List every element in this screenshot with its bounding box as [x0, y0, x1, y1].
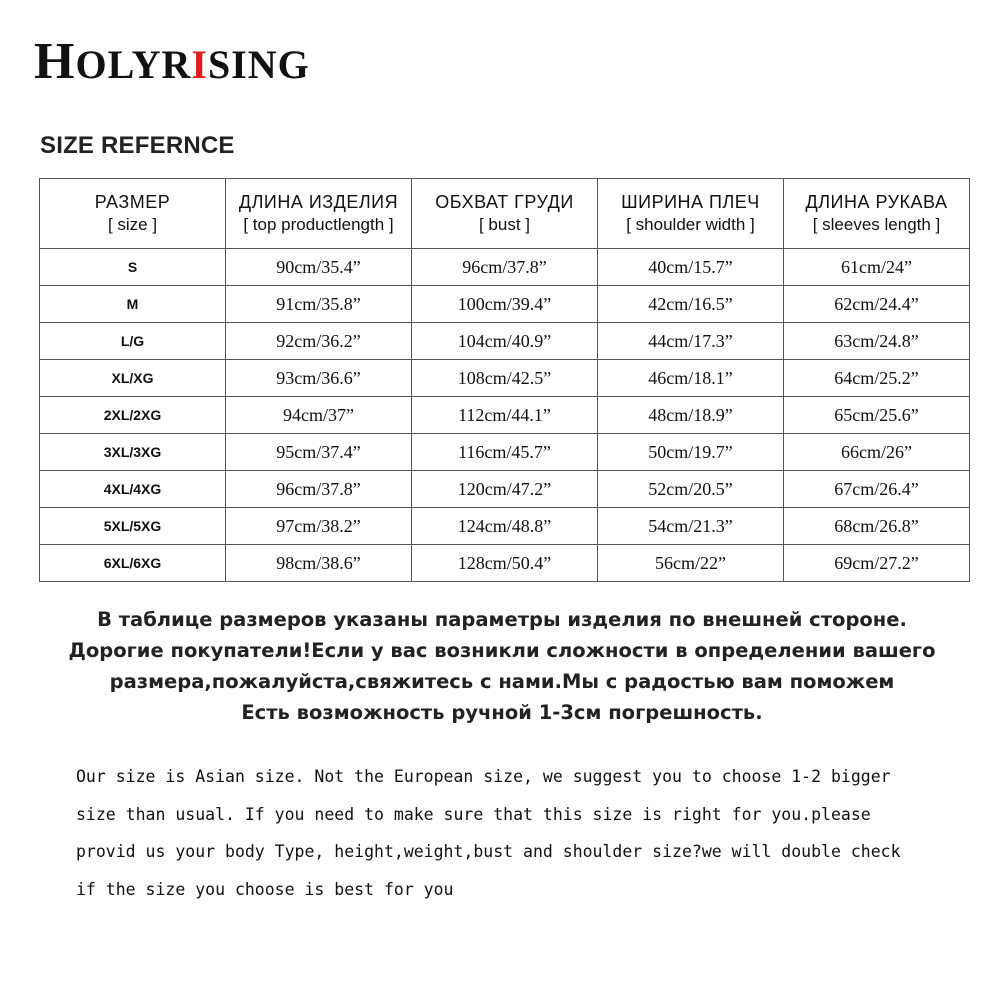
- logo-letter-i-red: I: [191, 42, 208, 87]
- header-sleeve-ru: ДЛИНА РУКАВА: [805, 192, 948, 212]
- table-row: [40, 545, 970, 582]
- bust-cell: 100cm/39.4”: [412, 286, 598, 323]
- russian-notes: [20, 604, 984, 728]
- table-row: [40, 323, 970, 360]
- length-cell: 91cm/35.8”: [226, 286, 412, 323]
- header-shoulder-en: [ shoulder width ]: [626, 215, 755, 234]
- length-cell: 95cm/37.4”: [226, 434, 412, 471]
- size-cell: 4XL/4XG: [40, 471, 226, 508]
- shoulder-cell: 44cm/17.3”: [598, 323, 784, 360]
- header-size: [40, 179, 226, 249]
- size-cell: S: [40, 249, 226, 286]
- english-note: [76, 758, 976, 908]
- bust-cell: 124cm/48.8”: [412, 508, 598, 545]
- shoulder-cell: 40cm/15.7”: [598, 249, 784, 286]
- size-table: [39, 178, 970, 582]
- table-row: [40, 249, 970, 286]
- table-header-row: [40, 179, 970, 249]
- bust-cell: 108cm/42.5”: [412, 360, 598, 397]
- en-note-line: Our size is Asian size. Not the European size, we suggest you to choose 1-2 bigger: [76, 767, 891, 786]
- bust-cell: 112cm/44.1”: [412, 397, 598, 434]
- bust-cell: 104cm/40.9”: [412, 323, 598, 360]
- sleeve-cell: 65cm/25.6”: [784, 397, 970, 434]
- header-sleeve-en: [ sleeves length ]: [812, 215, 941, 234]
- shoulder-cell: 48cm/18.9”: [598, 397, 784, 434]
- shoulder-cell: 46cm/18.1”: [598, 360, 784, 397]
- sleeve-cell: 61cm/24”: [784, 249, 970, 286]
- header-shoulder-ru: ШИРИНА ПЛЕЧ: [621, 192, 760, 212]
- length-cell: 90cm/35.4”: [226, 249, 412, 286]
- size-cell: M: [40, 286, 226, 323]
- length-cell: 97cm/38.2”: [226, 508, 412, 545]
- header-length-ru: ДЛИНА ИЗДЕЛИЯ: [238, 192, 399, 212]
- table-row: [40, 434, 970, 471]
- shoulder-cell: 50cm/19.7”: [598, 434, 784, 471]
- bust-cell: 96cm/37.8”: [412, 249, 598, 286]
- table-row: [40, 471, 970, 508]
- size-cell: 3XL/3XG: [40, 434, 226, 471]
- shoulder-cell: 42cm/16.5”: [598, 286, 784, 323]
- length-cell: 93cm/36.6”: [226, 360, 412, 397]
- brand-logo: [34, 34, 310, 90]
- size-cell: 6XL/6XG: [40, 545, 226, 582]
- sleeve-cell: 62cm/24.4”: [784, 286, 970, 323]
- ru-note-line: Есть возможность ручной 1-3см погрешность.: [241, 701, 763, 724]
- shoulder-cell: 52cm/20.5”: [598, 471, 784, 508]
- table-row: [40, 286, 970, 323]
- header-bust-en: [ bust ]: [478, 215, 531, 234]
- size-cell: 5XL/5XG: [40, 508, 226, 545]
- header-length-en: [ top productlength ]: [243, 215, 394, 234]
- header-sleeve: [784, 179, 970, 249]
- sleeve-cell: 67cm/26.4”: [784, 471, 970, 508]
- size-cell: XL/XG: [40, 360, 226, 397]
- header-length: [226, 179, 412, 249]
- length-cell: 92cm/36.2”: [226, 323, 412, 360]
- shoulder-cell: 54cm/21.3”: [598, 508, 784, 545]
- sleeve-cell: 64cm/25.2”: [784, 360, 970, 397]
- table-row: [40, 508, 970, 545]
- sleeve-cell: 68cm/26.8”: [784, 508, 970, 545]
- header-bust: [412, 179, 598, 249]
- bust-cell: 116cm/45.7”: [412, 434, 598, 471]
- length-cell: 96cm/37.8”: [226, 471, 412, 508]
- length-cell: 94cm/37”: [226, 397, 412, 434]
- en-note-line: size than usual. If you need to make sure that this size is right for you.please: [76, 804, 871, 824]
- en-note-line: if the size you choose is best for you: [76, 879, 454, 899]
- ru-note-line: Дорогие покупатели!Если у вас возникли сложности в определении вашего: [68, 639, 936, 662]
- page-title: SIZE REFERNCE: [40, 132, 235, 159]
- size-cell: L/G: [40, 323, 226, 360]
- ru-note-line: В таблице размеров указаны параметры изделия по внешней стороне.: [97, 608, 907, 631]
- shoulder-cell: 56cm/22”: [598, 545, 784, 582]
- ru-note-line: размера,пожалуйста,свяжитесь с нами.Мы с радостью вам поможем: [109, 670, 895, 693]
- bust-cell: 120cm/47.2”: [412, 471, 598, 508]
- table-row: [40, 397, 970, 434]
- logo-letter-h: H: [34, 33, 76, 90]
- length-cell: 98cm/38.6”: [226, 545, 412, 582]
- sleeve-cell: 69cm/27.2”: [784, 545, 970, 582]
- bust-cell: 128cm/50.4”: [412, 545, 598, 582]
- sleeve-cell: 66cm/26”: [784, 434, 970, 471]
- table-row: [40, 360, 970, 397]
- logo-letters-olyr: OLYR: [75, 42, 192, 87]
- logo-letters-sing: SING: [207, 42, 310, 87]
- size-cell: 2XL/2XG: [40, 397, 226, 434]
- sleeve-cell: 63cm/24.8”: [784, 323, 970, 360]
- header-bust-ru: ОБХВАТ ГРУДИ: [435, 192, 574, 212]
- header-size-ru: РАЗМЕР: [94, 192, 171, 212]
- header-shoulder: [598, 179, 784, 249]
- en-note-line: provid us your body Type, height,weight,bust and shoulder size?we will double check: [76, 842, 901, 861]
- header-size-en: [ size ]: [107, 215, 158, 234]
